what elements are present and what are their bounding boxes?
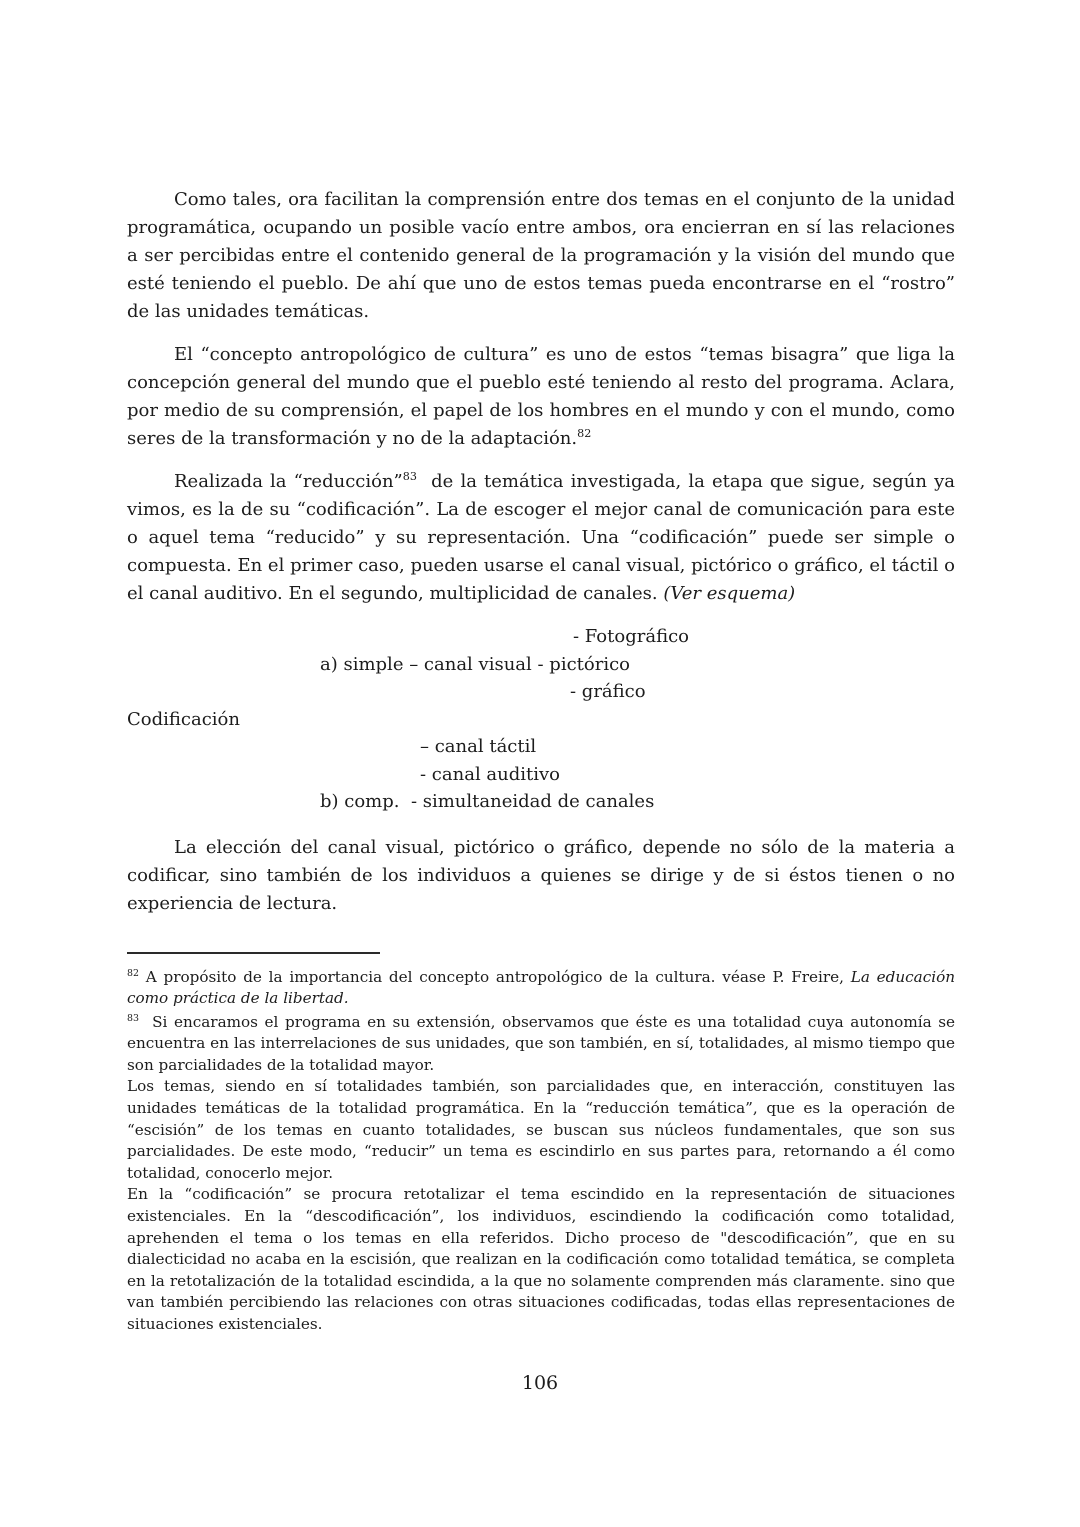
paragraph-1: Como tales, ora facilitan la comprensión entre dos temas en el conjunto de la unidad programática, ocupando un posible vacío entre ambos, ora encierran en sí las relaciones a ser percibidas entre el contenido general de la programación y la visión del mundo que esté teniendo el pueblo. De ahí que uno de estos temas pueda encontrarse en el “rostro” de las unidades temáticas. <box>127 189 955 322</box>
schema-label-codificacion: Codificación <box>127 708 240 730</box>
codification-schema <box>127 623 955 816</box>
footnote-82 <box>127 967 955 1010</box>
footnote-82-book-title: La educación como práctica de la libertad. <box>127 967 955 1008</box>
paragraph-3 <box>127 468 955 608</box>
footnote-82-marker: 82 <box>127 967 139 979</box>
page-number: 106 <box>521 1372 559 1394</box>
paragraph-4: La elección del canal visual, pictórico o gráfico, depende no sólo de la materia a codificar, sino también de los individuos a quienes se dirige y de si éstos tienen o no experiencia de lectura. <box>127 836 955 914</box>
schema-line-canal-tactil: – canal táctil <box>420 736 537 757</box>
footnote-ref-83: 83 <box>402 470 417 483</box>
footnote-83-marker: 83 <box>127 1012 139 1024</box>
footnote-separator <box>127 952 380 954</box>
schema-line-simple-canal-visual: a) simple – canal visual - pictórico <box>320 653 631 675</box>
footnote-83-part-2: Los temas, siendo en sí totalidades también, son parcialidades que, en interacción, constituyen las unidades temáticas de la totalidad programática. En la “reducción temática”, que es la operación de “escisión” de los temas en cuanto totalidades, se buscan sus núcleos fundamentales, que son sus parcialidades. De este modo, “reducir” un tema es escindirlo en sus partes para, retornando a él como totalidad, conocerlo mejor. <box>127 1077 955 1182</box>
paragraph-3-text-end: de la temática investigada, la etapa que sigue, según ya vimos, es la de su “codificación”. La de escoger el mejor canal de comunicación para este o aquel tema “reducido” y su representación. Una “codificación” puede ser simple o compuesta. En el primer caso, pueden usarse el canal visual, pictórico o gráfico, el táctil o el canal auditivo. En el segundo, multiplicidad de canales. <box>127 471 955 604</box>
schema-line-fotografico: - Fotográfico <box>573 626 689 647</box>
schema-line-grafico: - gráfico <box>570 681 646 702</box>
footnote-82-text: A propósito de la importancia del concepto antropológico de la cultura. véase P. Freire, <box>138 967 851 986</box>
footnote-83-part-1 <box>127 1012 955 1077</box>
footnote-83-part-3: En la “codificación” se procura retotalizar el tema escindido en la representación de situaciones existenciales. En la “descodificación”, los individuos, escindiendo la codificación como totalidad, aprehenden el tema o los temas en ella referidos. Dicho proceso de "descodificación”, que en su dialecticidad no acaba en la escisión, que realizan en la codificación como totalidad temática, se completa en la retotalización de la totalidad escindida, a la que no solamente comprenden más claramente. sino que van también percibiendo las relaciones con otras situaciones codificadas, todas ellas representaciones de situaciones existenciales. <box>127 1185 955 1333</box>
ver-esquema-note: (Ver esquema) <box>663 583 796 604</box>
footnote-ref-82: 82 <box>577 427 592 440</box>
footnote-83-text-1: Si encaramos el programa en su extensión, observamos que éste es una totalidad cuya autonomía se encuentra en las interrelaciones de sus unidades, que son también, en sí, totalidades, al mismo tiempo que son parcialidades de la totalidad mayor. <box>127 1012 955 1074</box>
paragraph-2 <box>127 341 955 453</box>
paragraph-2-text: El “concepto antropológico de cultura” es uno de estos “temas bisagra” que liga la concepción general del mundo que el pueblo esté teniendo al resto del programa. Aclara, por medio de su comprensión, el papel de los hombres en el mundo y con el mundo, como seres de la transformación y no de la adaptación. <box>127 344 955 449</box>
schema-line-canal-auditivo: - canal auditivo <box>420 763 561 785</box>
paragraph-3-text-start: Realizada la “reducción” <box>174 471 403 492</box>
schema-line-comp-simultaneidad: b) comp. - simultaneidad de canales <box>320 791 655 812</box>
